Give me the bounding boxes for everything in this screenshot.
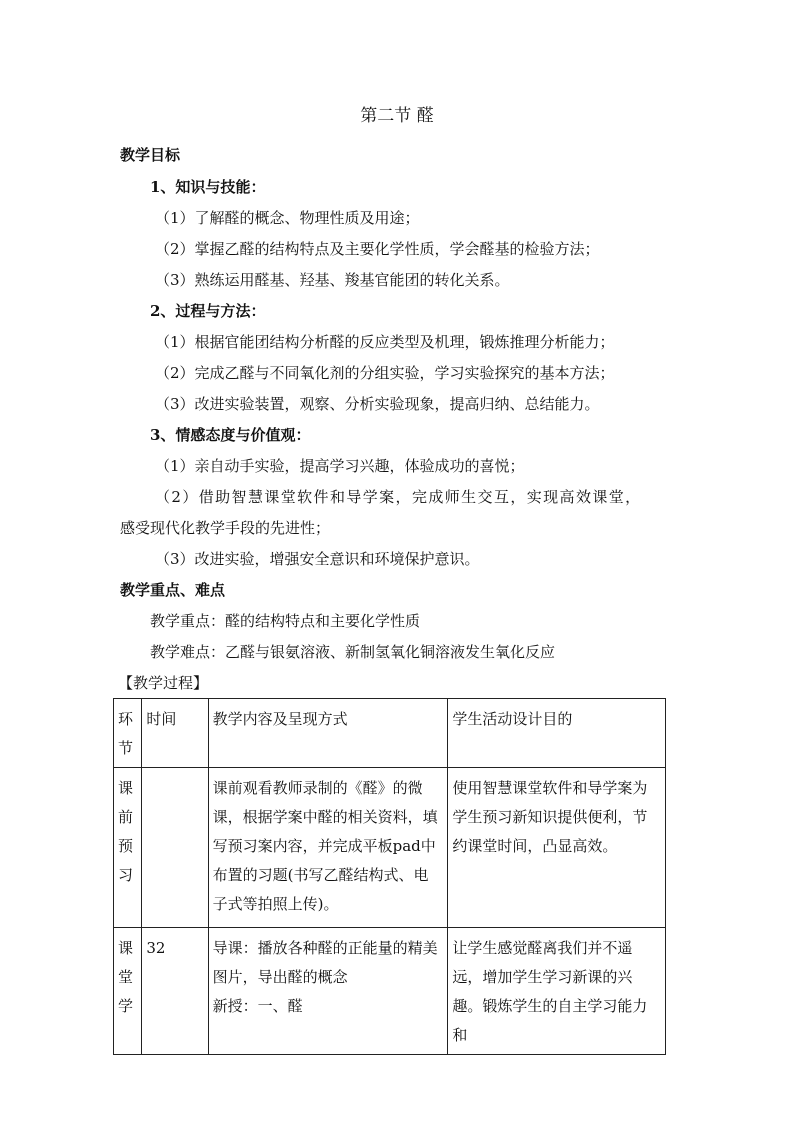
time-cell: 32 [142,928,208,1055]
purpose-cell: 使用智慧课堂软件和导学案为学生预习新知识提供便利，节约课堂时间，凸显高效。 [448,768,666,928]
stage-char: 课 [118,939,134,957]
table-row [114,928,666,1055]
content-cell: 课前观看教师录制的《醛》的微课，根据学案中醛的相关资料，填写预习案内容，并完成平板pad中布置的习题(书写乙醛结构式、电子式等拍照上传)。 [208,768,448,928]
stage-cell-classroom [114,928,142,1055]
knowledge-item-1: （1）了解醛的概念、物理性质及用途； [155,209,420,227]
content-cell [208,928,448,1055]
header-cell-time: 时间 [142,699,208,768]
stage-char: 预 [118,837,134,855]
attitude-item-2-cont: 感受现代化教学手段的先进性； [120,519,331,537]
stage-char: 习 [118,866,134,884]
teaching-focus: 教学重点：醛的结构特点和主要化学性质 [150,612,421,630]
stage-char: 堂 [118,968,134,986]
process-item-2: （2）完成乙醛与不同氧化剂的分组实验，学习实验探究的基本方法； [155,364,615,382]
stage-cell-preview [114,768,142,928]
section-heading-process: 2、过程与方法： [150,302,266,320]
attitude-item-3: （3）改进实验，增强安全意识和环境保护意识。 [155,550,480,568]
table-row [114,768,666,928]
attitude-item-2: （2）借助智慧课堂软件和导学案，完成师生交互，实现高效课堂， [155,488,642,506]
stage-char: 学 [118,997,134,1015]
stage-char: 课 [118,779,134,797]
teaching-difficulty: 教学难点：乙醛与银氨溶液、新制氢氧化铜溶液发生氧化反应 [150,643,556,661]
content-line: 新授：一、醛 [212,997,303,1015]
key-points-heading: 教学重点、难点 [120,581,226,599]
teaching-process-table [113,698,666,1055]
page-title: 第二节 醛 [360,106,434,126]
knowledge-item-2: （2）掌握乙醛的结构特点及主要化学性质，学会醛基的检验方法； [155,240,600,258]
attitude-item-1: （1）亲自动手实验，提高学习兴趣，体验成功的喜悦； [155,457,525,475]
process-heading: 【教学过程】 [118,674,209,692]
content-line: 导课：播放各种醛的正能量的精美图片，导出醛的概念 [212,939,438,986]
header-cell-stage: 环节 [114,699,142,768]
stage-char: 前 [118,808,134,826]
process-item-1: （1）根据官能团结构分析醛的反应类型及机理，锻炼推理分析能力； [155,333,615,351]
purpose-cell: 让学生感觉醛离我们并不遥远，增加学生学习新课的兴趣。锻炼学生的自主学习能力和 [448,928,666,1055]
teaching-goals-heading: 教学目标 [120,146,181,164]
section-heading-knowledge: 1、知识与技能： [150,178,266,196]
time-cell [142,768,208,928]
table-header-row [114,699,666,768]
section-heading-attitude: 3、情感态度与价值观： [150,426,311,444]
process-item-3: （3）改进实验装置，观察、分析实验现象，提高归纳、总结能力。 [155,395,600,413]
header-cell-content: 教学内容及呈现方式 [208,699,448,768]
header-cell-purpose: 学生活动设计目的 [448,699,666,768]
knowledge-item-3: （3）熟练运用醛基、羟基、羧基官能团的转化关系。 [155,271,510,289]
